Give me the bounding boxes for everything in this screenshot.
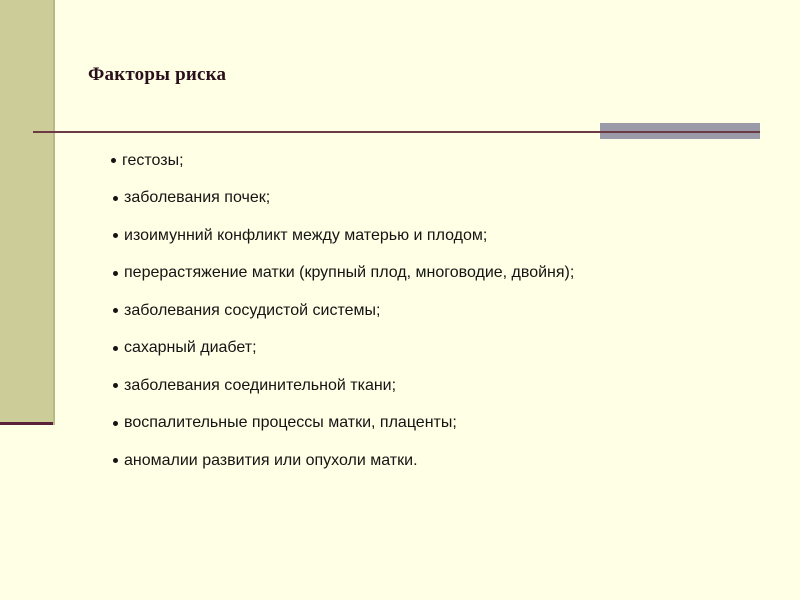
side-decoration-bar: [0, 0, 53, 425]
list-item-text: сахарный диабет;: [124, 339, 257, 357]
list-item: [113, 180, 574, 218]
list-item: [113, 442, 574, 480]
bullet-icon: [113, 233, 118, 238]
list-item-text: перерастяжение матки (крупный плод, многоводие, двойня);: [124, 264, 575, 282]
side-decoration-edge: [53, 0, 55, 425]
list-item-text: заболевания почек;: [124, 189, 271, 207]
list-item: [113, 292, 574, 330]
list-item: [113, 255, 574, 293]
bullet-icon: [111, 158, 116, 163]
risk-factor-list: [113, 142, 574, 480]
list-item-text: заболевания соединительной ткани;: [124, 376, 397, 394]
list-item: [113, 405, 574, 443]
list-item-text: гестозы;: [122, 151, 184, 169]
list-item: [113, 217, 574, 255]
bullet-icon: [113, 346, 118, 351]
list-item-text: изоимунний конфликт между матерью и плодом;: [124, 226, 488, 244]
slide-title: Факторы риска: [88, 64, 227, 85]
bullet-icon: [113, 458, 118, 463]
list-item: [113, 330, 574, 368]
title-divider-block-line: [600, 131, 760, 133]
bullet-icon: [113, 196, 118, 201]
list-item-text: воспалительные процессы матки, плаценты;: [124, 414, 457, 432]
bullet-icon: [113, 271, 118, 276]
bullet-icon: [113, 421, 118, 426]
list-item: [111, 142, 574, 180]
list-item-text: заболевания сосудистой системы;: [124, 301, 381, 319]
bullet-icon: [113, 308, 118, 313]
bullet-icon: [113, 383, 118, 388]
list-item-text: аномалии развития или опухоли матки.: [124, 451, 418, 469]
title-divider-line: [33, 131, 601, 133]
list-item: [113, 367, 574, 405]
